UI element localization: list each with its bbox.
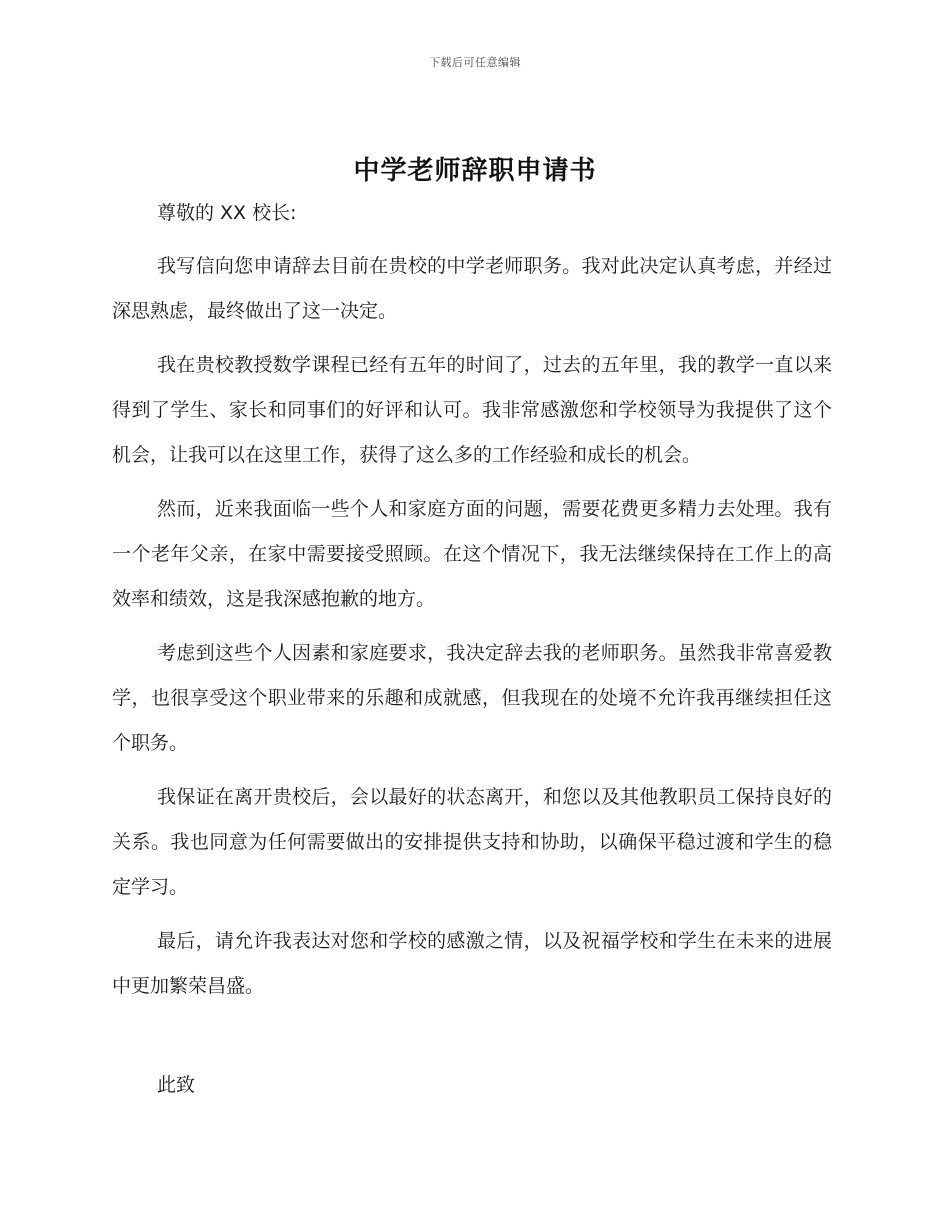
closing-phrase: 此致 [157,1074,196,1096]
body-paragraph: 最后，请允许我表达对您和学校的感激之情，以及祝福学校和学生在未来的进展中更加繁荣昌盛。 [112,930,832,997]
document-title: 中学老师辞职申请书 [353,156,597,186]
page-header-note: 下载后可任意编辑 [429,56,521,69]
body-paragraph: 我保证在离开贵校后，会以最好的状态离开，和您以及其他教职员工保持良好的关系。我也同意为任何需要做出的安排提供支持和协助，以确保平稳过渡和学生的稳定学习。 [112,786,832,898]
body-paragraph: 我写信向您申请辞去目前在贵校的中学老师职务。我对此决定认真考虑，并经过深思熟虑，最终做出了这一决定。 [112,255,832,322]
letter-body [112,244,832,1018]
salutation: 尊敬的 XX 校长: [157,202,297,224]
body-paragraph: 考虑到这些个人因素和家庭要求，我决定辞去我的老师职务。虽然我非常喜爱教学，也很享受这个职业带来的乐趣和成就感，但我现在的处境不允许我再继续担任这个职务。 [112,642,832,754]
body-paragraph: 我在贵校教授数学课程已经有五年的时间了，过去的五年里，我的教学一直以来得到了学生、家长和同事们的好评和认可。我非常感激您和学校领导为我提供了这个机会，让我可以在这里工作，获得了这么多的工作经验和成长的机会。 [112,354,832,466]
body-paragraph: 然而，近来我面临一些个人和家庭方面的问题，需要花费更多精力去处理。我有一个老年父亲，在家中需要接受照顾。在这个情况下，我无法继续保持在工作上的高效率和绩效，这是我深感抱歉的地方。 [112,498,832,610]
